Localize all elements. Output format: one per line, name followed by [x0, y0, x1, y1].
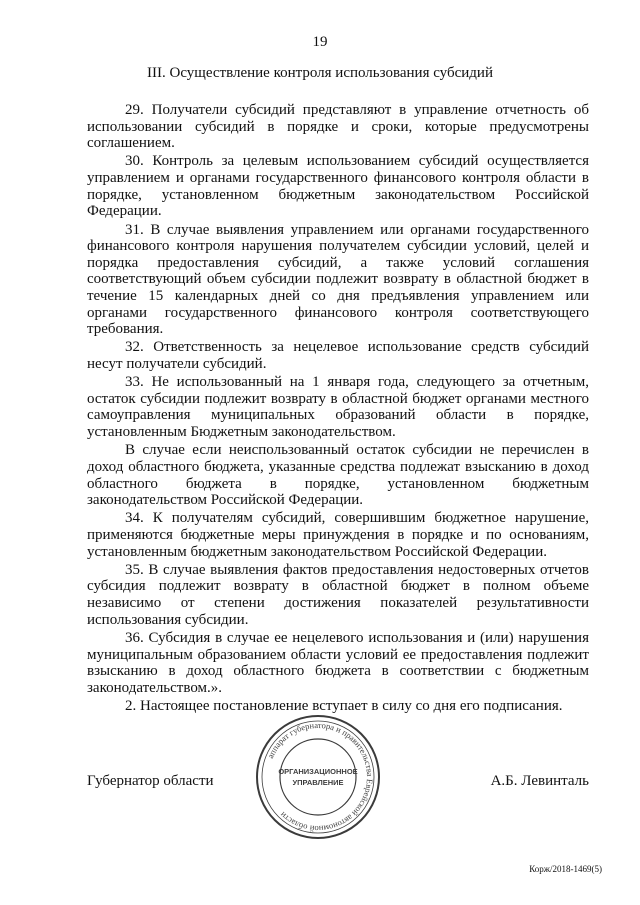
paragraph-29: 29. Получатели субсидий представляют в управление отчетность об использовании субсидий в порядке и сроки, которые предусмотрены соглашением.: [87, 102, 589, 152]
stamp-ring-text: аппарат губернатора и правительства Еврейской автономной области: [265, 719, 376, 835]
paragraph-31: 31. В случае выявления управлением или органами государственного финансового контроля нарушения получателем субсидии условий, целей и порядка предоставления субсидий, а также условий соглашения соответствующий объем субсидии подлежит возврату в областной бюджет в течение 15 календарных дней со дня предъявления управлением или органами государственного финансового контроля соответствующего требования.: [87, 221, 589, 338]
paragraph-32: 32. Ответственность за нецелевое использование средств субсидий несут получатели субсидий.: [87, 339, 589, 372]
page-number: 19: [312, 34, 328, 50]
paragraph-36: 36. Субсидия в случае ее нецелевого использования и (или) нарушения муниципальным образованием области условий ее предоставления подлежит взысканию в доход областного бюджета в соответствии с бюджетным законодательством.».: [87, 629, 589, 696]
section-title: III. Осуществление контроля использования субсидий: [147, 65, 493, 81]
paragraph-35: 35. В случае выявления фактов предоставления недостоверных отчетов субсидия подлежит возврату в областной бюджет в полном объеме независимо от степени достижения показателей результативности использования субсидии.: [87, 561, 589, 628]
paragraph-34: 34. К получателям субсидий, совершившим бюджетное нарушение, применяются бюджетные меры принуждения в порядке и по основаниям, установленным бюджетным законодательством Российской Федерации.: [87, 510, 589, 560]
paragraph-2-effective: 2. Настоящее постановление вступает в силу со дня его подписания.: [125, 697, 563, 714]
paragraph-33-continued: В случае если неиспользованный остаток субсидии не перечислен в доход областного бюджета, указанные средства подлежат взысканию в доход областного бюджета в порядке, установленном бюджетным законодательством Российской Федерации.: [87, 442, 589, 509]
document-code: Корж/2018-1469(5): [529, 864, 602, 874]
paragraph-30: 30. Контроль за целевым использованием субсидий осуществляется управлением и органами государственного финансового контроля области в порядке, установленном бюджетным законодательством Российской Федерации.: [87, 153, 589, 220]
signatory-name: А.Б. Левинталь: [490, 773, 589, 789]
body-text: [87, 102, 589, 716]
official-stamp: [253, 712, 383, 842]
stamp-center-line-2: УПРАВЛЕНИЕ: [292, 778, 344, 787]
signatory-position: Губернатор области: [87, 773, 214, 789]
stamp-center-line-1: ОРГАНИЗАЦИОННОЕ: [278, 767, 358, 776]
paragraph-33: 33. Не использованный на 1 января года, следующего за отчетным, остаток субсидии подлежит возврату в областной бюджет органами местного самоуправления муниципальных образований области в порядке, установленным Бюджетным законодательством.: [87, 374, 589, 441]
